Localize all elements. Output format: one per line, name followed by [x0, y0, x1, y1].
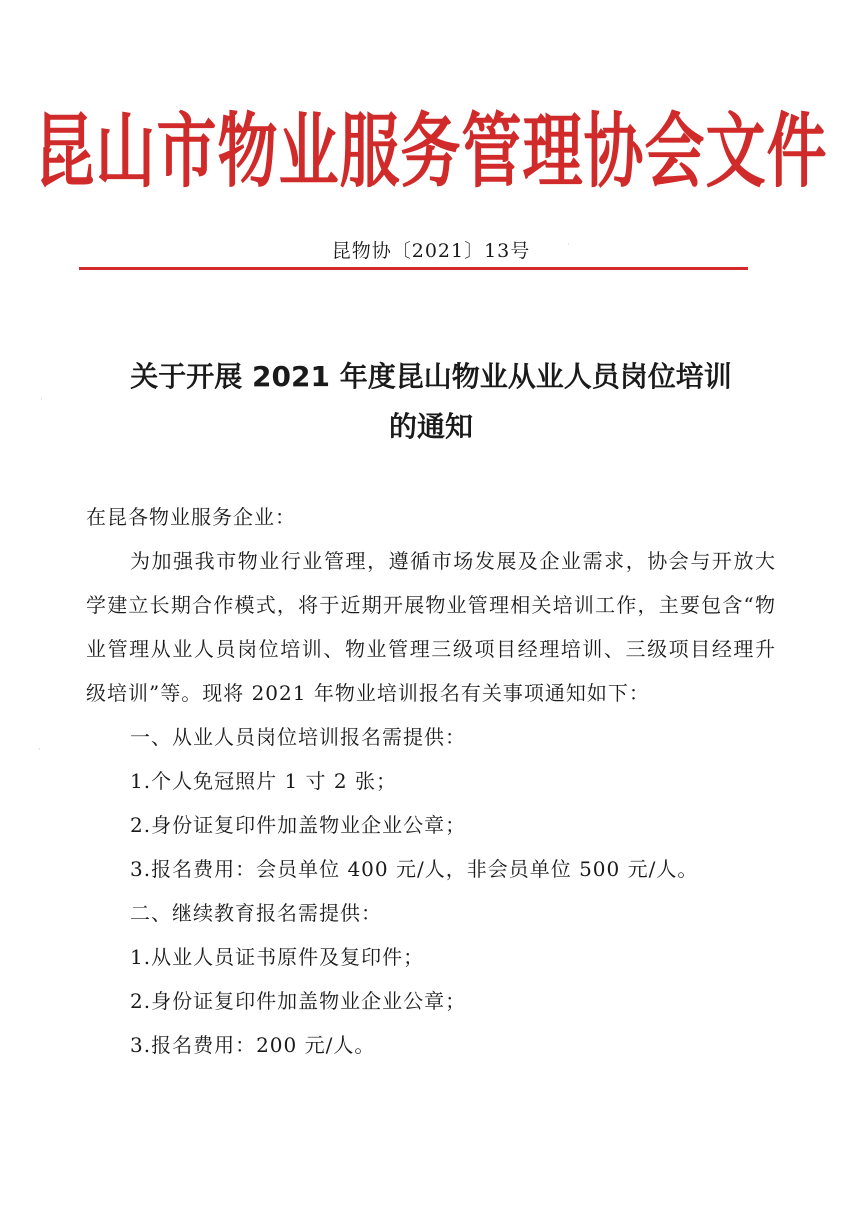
- scan-speck: ·: [40, 395, 43, 405]
- header-divider: [79, 267, 748, 270]
- section-1-item: 1.个人免冠照片 1 寸 2 张；: [130, 769, 397, 793]
- intro-paragraph: 为加强我市物业行业管理，遵循市场发展及企业需求，协会与开放大学建立长期合作模式，将于近期开展物业管理相关培训工作，主要包含“物业管理从业人员岗位培训、物业管理三级项目经理培训、三级项目经理升级培训”等。现将 2021 年物业培训报名有关事项通知如下：: [86, 549, 776, 705]
- notice-title-line-2: 的通知: [388, 410, 473, 443]
- section-1-heading: 一、从业人员岗位培训报名需提供：: [130, 725, 466, 749]
- notice-title: [60, 352, 802, 452]
- section-2-item: 3.报名费用：200 元/人。: [130, 1033, 376, 1057]
- notice-title-line-1: 关于开展 2021 年度昆山物业从业人员岗位培训: [130, 360, 732, 393]
- section-1-item: 2.身份证复印件加盖物业企业公章；: [130, 813, 467, 837]
- salutation: 在昆各物业服务企业：: [86, 505, 296, 529]
- notice-body: [86, 495, 776, 1067]
- scan-speck: ·: [567, 240, 570, 250]
- document-number: 昆物协〔2021〕13号: [331, 240, 531, 262]
- section-2-item: 2.身份证复印件加盖物业企业公章；: [130, 989, 467, 1013]
- org-header-title: 昆山市物业服务管理协会文件: [34, 105, 828, 200]
- section-1-item: 3.报名费用：会员单位 400 元/人，非会员单位 500 元/人。: [130, 857, 699, 881]
- section-2-item: 1.从业人员证书原件及复印件；: [130, 945, 425, 969]
- scan-speck: ·: [38, 745, 41, 755]
- section-2-heading: 二、继续教育报名需提供：: [130, 901, 382, 925]
